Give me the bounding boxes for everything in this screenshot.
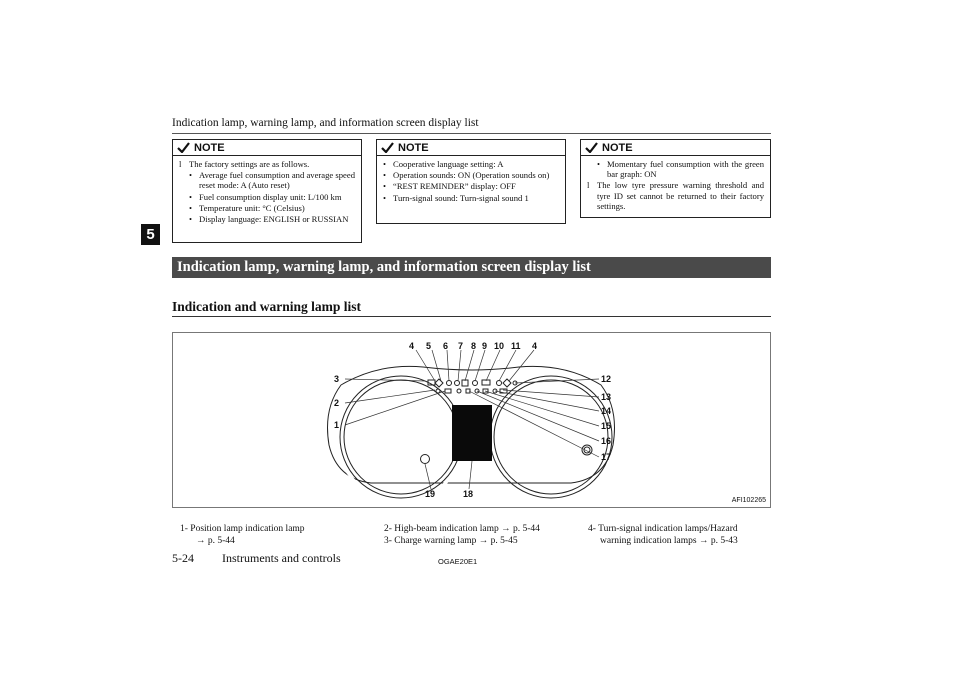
- note-title: NOTE: [398, 141, 429, 154]
- note-box-1: NOTE l The factory settings are as follows. • Average fuel consumption and average speed reset mode: A (Auto reset) • Fuel consumption display unit: L/100 km • Temperature unit: °C (Celsius) • Display language: ENGLISH or RUSSIAN: [172, 139, 362, 243]
- note-icon: [381, 142, 394, 153]
- callout-label: 7: [458, 341, 464, 351]
- callout-label: 5: [426, 341, 432, 351]
- legend-col-1: [180, 524, 370, 547]
- callout-label: 6: [443, 341, 449, 351]
- note-item: Fuel consumption display unit: L/100 km: [199, 191, 342, 202]
- callout-label: 4: [409, 341, 415, 351]
- callout-label: 4: [532, 341, 538, 351]
- note-item: The factory settings are as follows.: [189, 159, 310, 169]
- instrument-cluster-illustration: [173, 333, 770, 507]
- callout-label: 18: [463, 489, 474, 499]
- note-title: NOTE: [194, 141, 225, 154]
- note-header: [581, 140, 770, 156]
- callout-label: 8: [471, 341, 477, 351]
- note-header: [377, 140, 565, 156]
- running-head: Indication lamp, warning lamp, and information screen display list: [172, 117, 479, 129]
- footer-section: Instruments and controls: [222, 551, 341, 565]
- note-item: Temperature unit: °C (Celsius): [199, 202, 305, 213]
- legend-item: 3- Charge warning lamp → p. 5-45: [384, 535, 518, 546]
- legend-col-2: [384, 524, 574, 547]
- chapter-tab: 5: [141, 224, 160, 245]
- callout-label: 9: [482, 341, 488, 351]
- header-rule: [172, 133, 771, 134]
- legend-item-ref: → p. 5-44: [196, 535, 235, 546]
- note-item: Average fuel consumption and average speed reset mode: A (Auto reset): [199, 170, 355, 191]
- document-code: OGAE20E1: [438, 557, 478, 566]
- note-header: [173, 140, 361, 156]
- note-icon: [585, 142, 598, 153]
- subsection-rule: [172, 316, 771, 317]
- callout-label: 15: [601, 421, 612, 431]
- legend-item-ref: warning indication lamps → p. 5-43: [600, 535, 738, 546]
- note-item: The low tyre pressure warning threshold and tyre ID set cannot be returned to their factory settings.: [597, 180, 764, 211]
- callout-label: 1: [334, 420, 340, 430]
- callout-label: 2: [334, 398, 340, 408]
- note-item: Display language: ENGLISH or RUSSIAN: [199, 214, 349, 225]
- note-item: Turn-signal sound: Turn-signal sound 1: [393, 192, 529, 203]
- section-title: Indication lamp, warning lamp, and information screen display list: [172, 257, 771, 278]
- note-item: Operation sounds: ON (Operation sounds on): [393, 170, 550, 181]
- center-display: [452, 405, 492, 461]
- callout-label: 14: [601, 406, 612, 416]
- legend-col-3: [588, 524, 778, 547]
- callout-label: 16: [601, 436, 612, 446]
- legend-item: 4- Turn-signal indication lamps/Hazard: [588, 524, 738, 534]
- subsection-title: Indication and warning lamp list: [172, 299, 362, 314]
- callout-label: 17: [601, 452, 612, 462]
- instrument-cluster-figure: [172, 332, 771, 508]
- legend-item: 1- Position lamp indication lamp: [180, 524, 305, 534]
- callout-label: 19: [425, 489, 436, 499]
- legend-item: 2- High-beam indication lamp → p. 5-44: [384, 524, 540, 534]
- figure-id: AFI102265: [731, 497, 766, 504]
- note-box-2: NOTE • Cooperative language setting: A • Operation sounds: ON (Operation sounds on) • “REST REMINDER” display: OFF • Turn-signal sound: Turn-signal sound 1: [376, 139, 566, 224]
- callout-label: 11: [511, 341, 521, 351]
- callout-label: 3: [334, 374, 340, 384]
- note-item: Cooperative language setting: A: [393, 159, 504, 169]
- note-title: NOTE: [602, 141, 633, 154]
- note-box-3: NOTE • Momentary fuel consumption with the green bar graph: ON l The low tyre pressure warning threshold and tyre ID set cannot be returned to their factory settings.: [580, 139, 771, 218]
- note-item: “REST REMINDER” display: OFF: [393, 181, 516, 192]
- callout-label: 13: [601, 392, 612, 402]
- callout-label: 12: [601, 374, 612, 384]
- callout-label: 10: [494, 341, 505, 351]
- page-number: 5-24: [172, 551, 194, 565]
- note-icon: [177, 142, 190, 153]
- note-item: Momentary fuel consumption with the green bar graph: ON: [607, 159, 764, 180]
